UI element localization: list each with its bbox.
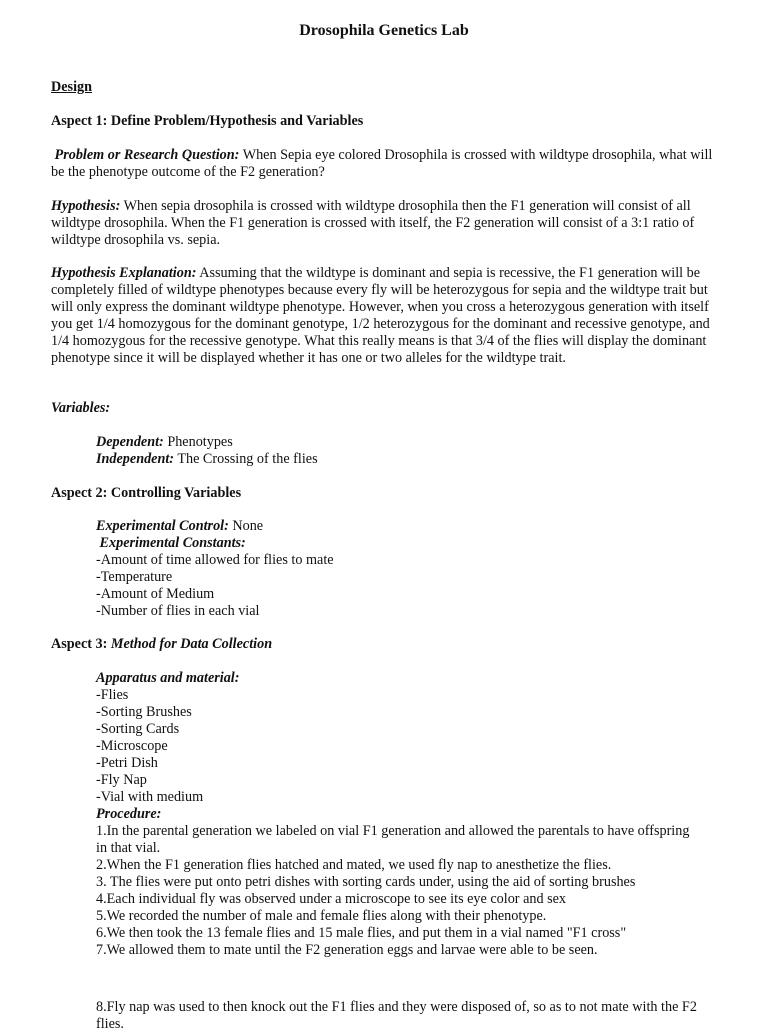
procedure-step: 5.We recorded the number of male and female flies along with their phenotype.	[96, 908, 547, 924]
procedure-step: 4.Each individual fly was observed under a microscope to see its eye color and sex	[96, 891, 567, 907]
list-item: -Amount of time allowed for flies to mate	[96, 552, 334, 568]
control-label: Experimental Control:	[96, 518, 229, 534]
explanation-text: Assuming that the wildtype is dominant and sepia is recessive, the F1 generation will be completely filled of wildtype phenotypes because every fly will be heterozygous for sepia and the wildtype trait but will only express the dominant wildtype phenotype. However, when you cross a heterozygous generation with itself you get 1/4 homozygous for the dominant genotype, 1/2 heterozygous for the dominant and recessive genotype, and 1/4 homozygous for the recessive genotype. What this really means is that 3/4 of the flies will display the dominant phenotype since it will be displayed whether it has one or two alleles for the wildtype trait.	[51, 265, 710, 366]
independent-label: Independent:	[96, 451, 175, 467]
constants-list	[96, 552, 716, 620]
list-item: -Amount of Medium	[96, 586, 215, 602]
procedure-step: 2.When the F1 generation flies hatched and mated, we used fly nap to anesthetize the flies.	[96, 857, 612, 873]
list-item: -Flies	[96, 687, 129, 703]
list-item: -Vial with medium	[96, 789, 204, 805]
experimental-control	[96, 518, 716, 535]
dependent-text: Phenotypes	[167, 434, 233, 450]
explanation-paragraph	[51, 265, 716, 367]
list-item: -Microscope	[96, 738, 168, 754]
control-text: None	[232, 518, 264, 534]
independent-variable	[96, 451, 716, 468]
list-item: -Number of flies in each vial	[96, 603, 260, 619]
hypothesis-text: When sepia drosophila is crossed with wildtype drosophila then the F1 generation will consist of all wildtype drosophila. When the F1 generation is crossed with itself, the F2 generation will consist of a 3:1 ratio of wildtype drosophila vs. sepia.	[51, 198, 695, 248]
constants-label: Experimental Constants:	[99, 535, 246, 551]
problem-text: When Sepia eye colored Drosophila is crossed with wildtype drosophila, what will be the phenotype outcome of the F2 generation?	[51, 147, 713, 180]
list-item: -Petri Dish	[96, 755, 158, 771]
aspect3-heading	[51, 636, 716, 653]
dependent-label: Dependent:	[96, 434, 164, 450]
procedure-label: Procedure:	[96, 806, 162, 822]
document-title: Drosophila Genetics Lab	[299, 22, 469, 39]
aspect2-heading: Aspect 2: Controlling Variables	[51, 485, 242, 501]
hypothesis-paragraph	[51, 198, 716, 249]
aspect3-heading-prefix: Aspect 3:	[51, 636, 108, 652]
procedure-step: 1.In the parental generation we labeled on vial F1 generation and allowed the parentals to have offspring in that vial.	[96, 823, 690, 856]
list-item: -Temperature	[96, 569, 173, 585]
variables-label: Variables:	[51, 400, 111, 416]
procedure-step: 3. The flies were put onto petri dishes with sorting cards under, using the aid of sorting brushes	[96, 874, 636, 890]
apparatus-label: Apparatus and material:	[96, 670, 240, 686]
procedure-step: 6.We then took the 13 female flies and 15 male flies, and put them in a vial named "F1 cross"	[96, 925, 627, 941]
procedure-step: 7.We allowed them to mate until the F2 generation eggs and larvae were able to be seen.	[96, 942, 598, 958]
procedure-list	[96, 823, 701, 959]
problem-label: Problem or Research Question:	[54, 147, 240, 163]
procedure-step-8: 8.Fly nap was used to then knock out the F1 flies and they were disposed of, so as to not mate with the F2 flies.	[96, 999, 697, 1032]
list-item: -Sorting Brushes	[96, 704, 192, 720]
list-item: -Fly Nap	[96, 772, 147, 788]
apparatus-list	[96, 687, 716, 806]
list-item: -Sorting Cards	[96, 721, 180, 737]
aspect1-heading: Aspect 1: Define Problem/Hypothesis and Variables	[51, 113, 364, 129]
problem-paragraph	[51, 147, 716, 181]
hypothesis-label: Hypothesis:	[51, 198, 121, 214]
aspect3-heading-italic: Method for Data Collection	[110, 636, 273, 652]
independent-text: The Crossing of the flies	[177, 451, 318, 467]
design-heading: Design	[51, 79, 92, 95]
dependent-variable	[96, 434, 716, 451]
explanation-label: Hypothesis Explanation:	[51, 265, 197, 281]
